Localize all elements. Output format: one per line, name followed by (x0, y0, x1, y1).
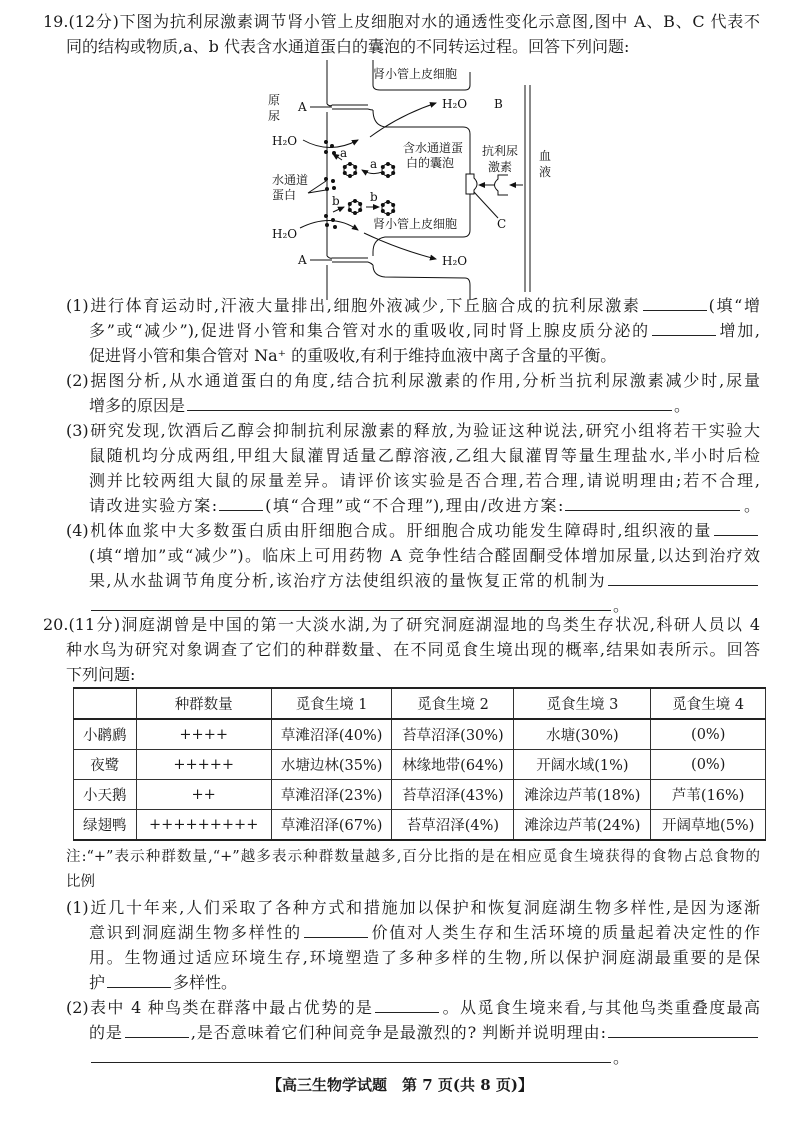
answer-blank[interactable] (91, 593, 611, 611)
column-header: 觅食生境 1 (271, 688, 392, 719)
page-footer: 【高三生物学试题 第 7 页(共 8 页)】 (267, 1076, 533, 1094)
label-h2o-out-bottom: H₂O (442, 254, 468, 268)
answer-blank[interactable] (643, 293, 707, 311)
label-h2o-in-bottom: H₂O (272, 227, 298, 241)
tight-junction-a-bottom (327, 256, 373, 265)
question-20-stem (0, 612, 800, 687)
question-line (89, 443, 760, 468)
label-b: B (494, 97, 503, 111)
question-text: ,是否意味着它们种间竞争是最激烈的? 判断并说明理由: (190, 1023, 606, 1042)
column-header: 种群数量 (136, 688, 271, 719)
question-line (89, 318, 760, 343)
water-in-bottom-arrow (300, 220, 358, 230)
question-text: 下列问题: (66, 665, 136, 684)
question-text: (填“增 (708, 296, 760, 315)
question-text: 增多的原因是 (89, 396, 186, 415)
table-cell: 苔草沼泽(4%) (392, 810, 514, 841)
vesicle-icon (381, 162, 395, 178)
table-cell: 苔草沼泽(30%) (392, 719, 514, 750)
question-text: 多样性。 (173, 973, 238, 992)
question-line (43, 9, 760, 34)
table-cell: 林缘地带(64%) (392, 750, 514, 780)
main-cell-outline (373, 110, 470, 256)
question-line (66, 637, 760, 662)
label-process-a: a (370, 157, 378, 171)
label-vesicle: 含水通道蛋 (403, 141, 464, 155)
question-line (89, 343, 760, 368)
question-text: (1)近几十年来,人们采取了各种方式和措施加以保护和恢复洞庭湖生物多样性,是因为逐渐 (66, 898, 760, 917)
answer-blank[interactable] (375, 995, 439, 1013)
c-pointer (474, 192, 498, 218)
label-vesicle: 白的囊泡 (406, 156, 455, 170)
question-line (89, 945, 760, 970)
question-line (66, 995, 760, 1020)
question-line (89, 493, 760, 518)
label-a-bottom: A (298, 253, 307, 267)
aquaporin-dots (324, 140, 337, 229)
question-line (66, 662, 760, 687)
answer-blank[interactable] (91, 1045, 611, 1063)
column-header: 觅食生境 2 (392, 688, 514, 719)
question-text: 的是 (89, 1023, 123, 1042)
question-text: 促进肾小管和集合管对 Na⁺ 的重吸收,有利于维持血液中离子含量的平衡。 (89, 346, 617, 365)
label-primary-urine: 尿 (268, 109, 281, 123)
question-text: 同的结构或物质,a、b 代表含水通道蛋白的囊泡的不同转运过程。回答下列问题: (66, 37, 630, 56)
question-text: (填“合理”或“不合理”),理由/改进方案: (265, 496, 564, 515)
question-19-stem (0, 9, 800, 59)
answer-blank[interactable] (219, 493, 263, 511)
question-text: 种水鸟为研究对象调查了它们的种群数量、在不同觅食生境出现的概率,结果如表所示。回答 (66, 640, 760, 659)
question-text: 测并比较两组大鼠的尿量差异。请评价该实验是否合理,若合理,请说明理由;若不合理, (89, 471, 760, 490)
question-text: 护 (89, 973, 106, 992)
label-aquaporin: 水通道 (272, 173, 309, 187)
table-cell: 草滩沼泽(23%) (271, 780, 392, 810)
question-line (43, 612, 760, 637)
table-cell: 开阔水域(1%) (514, 750, 651, 780)
vesicle-icon (343, 162, 357, 178)
note-line (66, 845, 760, 870)
question-line (66, 368, 760, 393)
question-line (89, 568, 760, 593)
label-c: C (497, 217, 507, 231)
table-cell: 滩涂边芦苇(18%) (514, 780, 651, 810)
question-line (66, 518, 760, 543)
question-line (66, 293, 760, 318)
table-cell: ++++ (136, 719, 271, 750)
question-text: 。 (742, 496, 760, 515)
table-header-row (74, 688, 766, 719)
question-line (89, 970, 760, 995)
question-text: 。 (613, 596, 630, 615)
table-cell: 滩涂边芦苇(24%) (514, 810, 651, 841)
question-20-subquestions (0, 845, 800, 1070)
label-bottom-cell: 肾小管上皮细胞 (373, 217, 458, 231)
question-text: 果,从水盐调节角度分析,该治疗方法使组织液的量恢复正常的机制为 (89, 571, 606, 590)
question-line (89, 543, 760, 568)
answer-blank[interactable] (304, 920, 368, 938)
label-adh: 激素 (488, 160, 513, 174)
bird-name-cell: 小䴙䴘 (74, 719, 137, 750)
question-text: (4)机体血浆中大多数蛋白质由肝细胞合成。肝细胞合成功能发生障碍时,组织液的量 (66, 521, 712, 540)
answer-blank[interactable] (565, 493, 740, 511)
vesicle-icon (381, 200, 395, 216)
answer-blank[interactable] (652, 318, 716, 336)
question-text: (2)表中 4 种鸟类在群落中最占优势的是 (66, 998, 374, 1017)
note-line (66, 870, 760, 895)
question-line (89, 468, 760, 493)
question-text: (填“增加”或“减少”)。临床上可用药物 A 竞争性结合醛固酮受体增加尿量,以达到治疗效 (89, 546, 760, 565)
question-text: 鼠随机均分成两组,甲组大鼠灌胃适量乙醇溶液,乙组大鼠灌胃等量生理盐水,半小时后检 (89, 446, 760, 465)
tight-junction-a-top (327, 104, 373, 110)
question-text: 价值对人类生存和生活环境的质量起着决定性的作 (369, 923, 760, 942)
question-text: (2)据图分析,从水通道蛋白的角度,结合抗利尿激素的作用,分析当抗利尿激素减少时,尿量 (66, 371, 760, 390)
table-row (74, 810, 766, 841)
table-cell: (0%) (651, 750, 766, 780)
label-process-b: b (370, 190, 378, 204)
question-line (89, 393, 760, 418)
table-row (74, 780, 766, 810)
question-line (89, 920, 760, 945)
question-line (66, 895, 760, 920)
blood-vessel-wall (525, 85, 530, 292)
question-text: 用。生物通过适应环境生存,环境塑造了多种多样的生物,所以保护洞庭湖最重要的是保 (89, 948, 760, 967)
question-text: (3)研究发现,饮酒后乙醇会抑制抗利尿激素的释放,为验证这种说法,研究小组将若干实验大 (66, 421, 760, 440)
table-row (74, 750, 766, 780)
question-19-subquestions (0, 293, 800, 618)
label-process-b: b (332, 194, 340, 208)
table-row (74, 719, 766, 750)
label-blood: 液 (539, 165, 552, 179)
question-line (89, 1020, 760, 1045)
label-h2o-in-top: H₂O (272, 134, 298, 148)
label-adh: 抗利尿 (482, 144, 519, 158)
question-text: 增加, (717, 321, 760, 340)
table-cell: 草滩沼泽(67%) (271, 810, 392, 841)
label-blood: 血 (539, 149, 552, 163)
answer-blank[interactable] (187, 393, 672, 411)
table-cell: 水塘边林(35%) (271, 750, 392, 780)
question-text: (1)进行体育运动时,汗液大量排出,细胞外液减少,下丘脑合成的抗利尿激素 (66, 296, 641, 315)
question-text: 。 (674, 396, 691, 415)
waterbird-table (73, 687, 766, 841)
question-line (89, 1045, 760, 1070)
question-text: 比例 (66, 874, 95, 890)
question-text: 请改进实验方案: (89, 496, 218, 515)
answer-blank[interactable] (125, 1020, 189, 1038)
bird-name-cell: 小天鹅 (74, 780, 137, 810)
table-cell: ++ (136, 780, 271, 810)
question-text: 20.(11分)洞庭湖曾是中国的第一大淡水湖,为了研究洞庭湖湿地的鸟类生存状况,科研人员以 4 (43, 615, 760, 634)
question-text: 意识到洞庭湖生物多样性的 (89, 923, 302, 942)
question-text: 19.(12分)下图为抗利尿激素调节肾小管上皮细胞对水的通透性变化示意图,图中 A、B、C 代表不 (43, 12, 760, 31)
table-cell: 芦苇(16%) (651, 780, 766, 810)
adh-hormone (495, 175, 509, 195)
column-header: 觅食生境 3 (514, 688, 651, 719)
table-cell: 水塘(30%) (514, 719, 651, 750)
bird-name-cell: 绿翅鸭 (74, 810, 137, 841)
column-header: 觅食生境 4 (651, 688, 766, 719)
table-cell: 苔草沼泽(43%) (392, 780, 514, 810)
label-aquaporin: 蛋白 (272, 188, 297, 202)
column-header (74, 688, 137, 719)
question-text: 多”或“减少”),促进肾小管和集合管对水的重吸收,同时肾上腺皮质分泌的 (89, 321, 650, 340)
answer-blank[interactable] (107, 970, 171, 988)
answer-blank[interactable] (608, 568, 758, 586)
bird-name-cell: 夜鹭 (74, 750, 137, 780)
table-cell: +++++++++ (136, 810, 271, 841)
answer-blank[interactable] (608, 1020, 758, 1038)
table-cell: +++++ (136, 750, 271, 780)
table-cell: 开阔草地(5%) (651, 810, 766, 841)
adh-receptor-c (466, 174, 477, 194)
question-line (66, 34, 760, 59)
water-out-top-arrow (370, 103, 436, 137)
label-h2o-out-top: H₂O (442, 97, 468, 111)
question-text: 。 (613, 1048, 630, 1067)
table-cell: 草滩沼泽(40%) (271, 719, 392, 750)
label-process-a: a (340, 146, 348, 160)
question-text: 。从觅食生境来看,与其他鸟类重叠度最高 (441, 998, 760, 1017)
label-a-top: A (298, 100, 307, 114)
kidney-tubule-diagram (260, 60, 560, 300)
vesicle-icon (348, 199, 362, 215)
label-top-cell: 肾小管上皮细胞 (373, 67, 458, 81)
table-body (74, 719, 766, 840)
question-text: 注:“+”表示种群数量,“+”越多表示种群数量越多,百分比指的是在相应觅食生境获得的食物占总食物的 (66, 849, 760, 865)
aquaporin-pointer (308, 181, 326, 193)
answer-blank[interactable] (714, 518, 758, 536)
question-line (66, 418, 760, 443)
table-cell: (0%) (651, 719, 766, 750)
label-primary-urine: 原 (268, 93, 281, 107)
